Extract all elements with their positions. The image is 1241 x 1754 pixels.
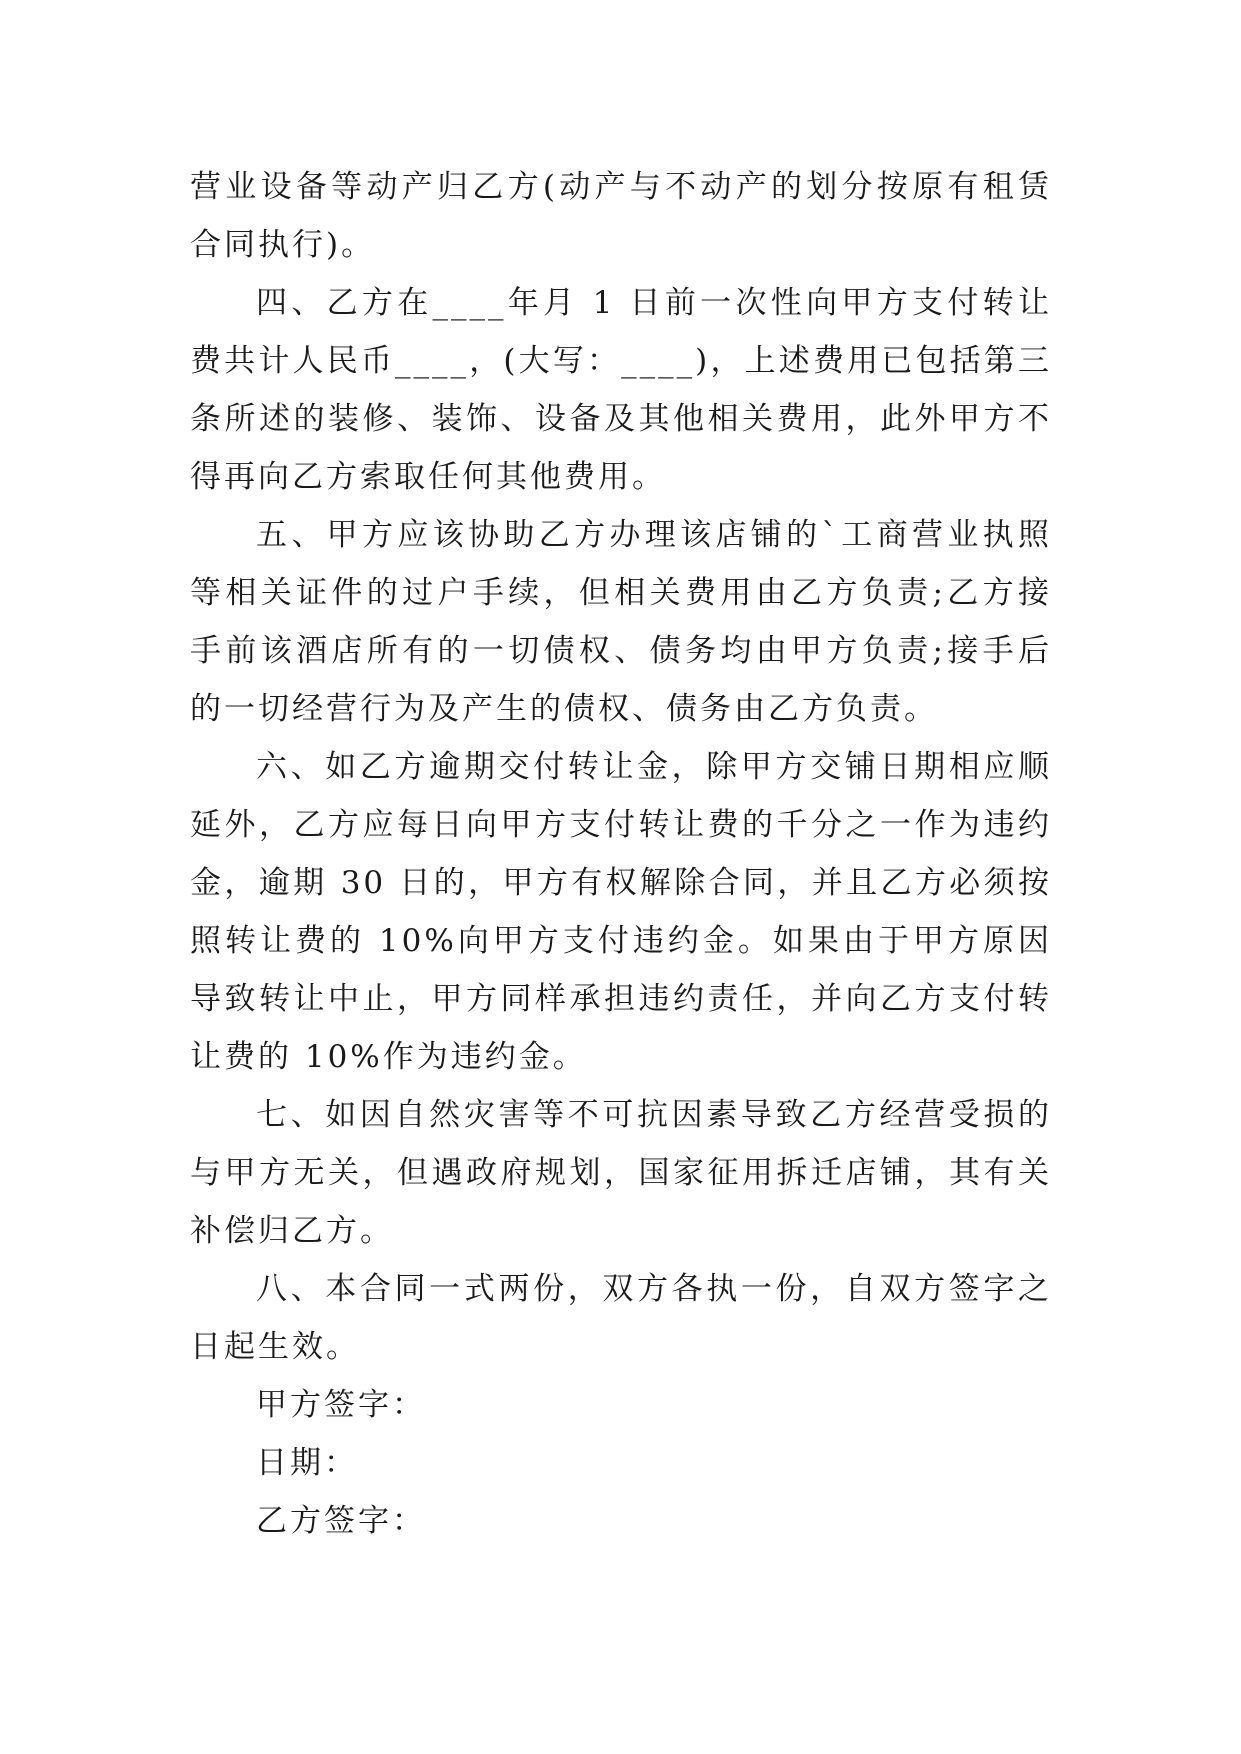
paragraph-clause-six: 六、如乙方逾期交付转让金，除甲方交铺日期相应顺延外，乙方应每日向甲方支付转让费的千分之一作为违约金，逾期 30 日的，甲方有权解除合同，并且乙方必须按照转让费的 10%向甲方支付违约金。如果由于甲方原因导致转让中止，甲方同样承担违约责任，并向乙方支付转让费的 10%作为违约金。: [190, 749, 1052, 1075]
signature-party-a: 甲方签字：: [256, 1387, 426, 1423]
signature-party-b: 乙方签字：: [256, 1503, 426, 1539]
signature-date: 日期：: [256, 1445, 358, 1481]
paragraph-clause-seven: 七、如因自然灾害等不可抗因素导致乙方经营受损的与甲方无关，但遇政府规划，国家征用拆迁店铺，其有关补偿归乙方。: [190, 1097, 1052, 1249]
paragraph-continuation: 营业设备等动产归乙方(动产与不动产的划分按原有租赁合同执行)。: [190, 169, 1052, 263]
paragraph-clause-four: 四、乙方在____年月 1 日前一次性向甲方支付转让费共计人民币____，(大写：____)，上述费用已包括第三条所述的装修、装饰、设备及其他相关费用，此外甲方不得再向乙方索取任何其他费用。: [190, 285, 1052, 495]
paragraph-clause-eight: 八、本合同一式两份，双方各执一份，自双方签字之日起生效。: [190, 1271, 1052, 1365]
paragraph-clause-five: 五、甲方应该协助乙方办理该店铺的`工商营业执照等相关证件的过户手续，但相关费用由乙方负责;乙方接手前该酒店所有的一切债权、债务均由甲方负责;接手后的一切经营行为及产生的债权、债务由乙方负责。: [190, 517, 1052, 727]
document-body: [190, 158, 1052, 1550]
